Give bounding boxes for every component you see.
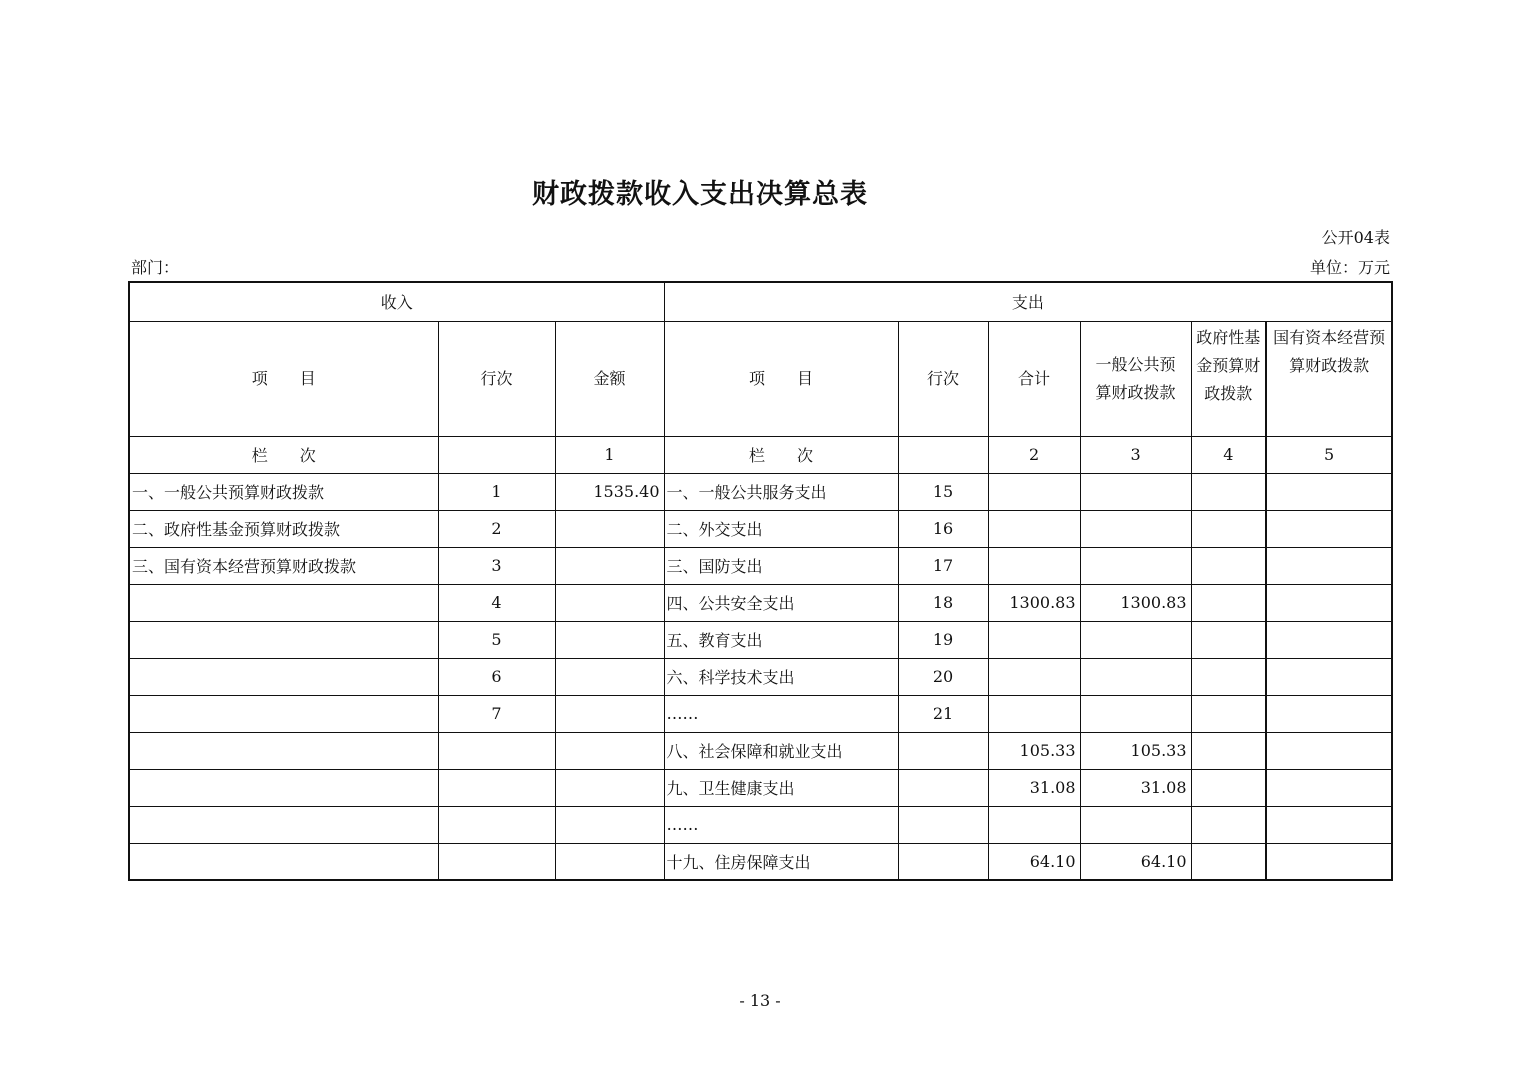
state-capital-cell	[1266, 695, 1392, 732]
table-row	[129, 473, 1392, 510]
state-capital-cell	[1266, 510, 1392, 547]
income-item-header: 项 目	[129, 321, 438, 436]
income-row-no-cell: 2	[438, 510, 555, 547]
expense-col-label: 栏 次	[664, 436, 898, 473]
income-item-cell	[129, 806, 438, 843]
income-item-cell: 一、一般公共预算财政拨款	[129, 473, 438, 510]
expense-row-no-blank	[898, 436, 988, 473]
gov-fund-cell	[1191, 695, 1266, 732]
expense-item-cell: 六、科学技术支出	[664, 658, 898, 695]
expense-row-no-cell: 20	[898, 658, 988, 695]
gov-fund-cell	[1191, 658, 1266, 695]
expense-row-no-cell: 21	[898, 695, 988, 732]
total-cell	[988, 621, 1080, 658]
income-row-no-cell: 6	[438, 658, 555, 695]
expense-item-cell: ……	[664, 806, 898, 843]
gov-fund-cell	[1191, 769, 1266, 806]
total-cell	[988, 695, 1080, 732]
total-header: 合计	[988, 321, 1080, 436]
expense-row-no-cell: 16	[898, 510, 988, 547]
expense-item-cell: 五、教育支出	[664, 621, 898, 658]
income-amount-cell	[555, 695, 664, 732]
income-amount-cell	[555, 806, 664, 843]
income-amount-cell	[555, 621, 664, 658]
state-capital-cell	[1266, 584, 1392, 621]
total-cell	[988, 473, 1080, 510]
income-row-no-cell: 5	[438, 621, 555, 658]
income-amount-cell	[555, 769, 664, 806]
expense-item-cell: 九、卫生健康支出	[664, 769, 898, 806]
expense-row-no-cell: 18	[898, 584, 988, 621]
expense-item-cell: 八、社会保障和就业支出	[664, 732, 898, 769]
income-row-no-cell	[438, 806, 555, 843]
general-budget-cell	[1080, 621, 1191, 658]
table-row	[129, 547, 1392, 584]
income-item-cell	[129, 732, 438, 769]
income-row-no-cell: 7	[438, 695, 555, 732]
page-number: - 13 -	[739, 991, 781, 1010]
col-number-2: 2	[988, 436, 1080, 473]
income-row-no-cell: 1	[438, 473, 555, 510]
expense-item-cell: 二、外交支出	[664, 510, 898, 547]
table-row	[129, 695, 1392, 732]
total-cell: 31.08	[988, 769, 1080, 806]
general-budget-cell	[1080, 806, 1191, 843]
state-capital-cell	[1266, 732, 1392, 769]
gov-fund-cell	[1191, 510, 1266, 547]
income-amount-cell	[555, 843, 664, 880]
form-number: 公开04表	[1321, 228, 1390, 247]
total-cell	[988, 658, 1080, 695]
table-row	[129, 843, 1392, 880]
state-capital-cell	[1266, 658, 1392, 695]
total-cell: 105.33	[988, 732, 1080, 769]
income-item-cell: 二、政府性基金预算财政拨款	[129, 510, 438, 547]
table-row	[129, 658, 1392, 695]
state-capital-cell	[1266, 806, 1392, 843]
state-capital-cell	[1266, 473, 1392, 510]
state-capital-header: 国有资本经营预算财政拨款	[1266, 321, 1392, 436]
expense-row-no-cell: 15	[898, 473, 988, 510]
gov-fund-cell	[1191, 547, 1266, 584]
general-budget-cell: 64.10	[1080, 843, 1191, 880]
expense-item-cell: 一、一般公共服务支出	[664, 473, 898, 510]
gov-fund-cell	[1191, 473, 1266, 510]
col-number-3: 3	[1080, 436, 1191, 473]
general-budget-cell	[1080, 695, 1191, 732]
income-item-cell	[129, 584, 438, 621]
state-capital-cell	[1266, 547, 1392, 584]
table-row	[129, 621, 1392, 658]
general-budget-cell: 1300.83	[1080, 584, 1191, 621]
state-capital-cell	[1266, 621, 1392, 658]
gov-fund-cell	[1191, 584, 1266, 621]
income-item-cell: 三、国有资本经营预算财政拨款	[129, 547, 438, 584]
header-row-sections	[129, 282, 1392, 321]
income-amount-cell	[555, 547, 664, 584]
state-capital-cell	[1266, 769, 1392, 806]
total-cell	[988, 806, 1080, 843]
income-amount-cell	[555, 658, 664, 695]
expense-row-no-cell	[898, 732, 988, 769]
income-item-cell	[129, 843, 438, 880]
general-budget-header: 一般公共预算财政拨款	[1080, 321, 1191, 436]
table-row	[129, 769, 1392, 806]
expense-item-cell: 三、国防支出	[664, 547, 898, 584]
general-budget-cell	[1080, 510, 1191, 547]
col-number-5: 5	[1266, 436, 1392, 473]
expense-row-no-cell	[898, 843, 988, 880]
expense-header: 支出	[664, 282, 1392, 321]
table-row	[129, 584, 1392, 621]
expense-item-cell: ……	[664, 695, 898, 732]
header-row-column-numbers	[129, 436, 1392, 473]
income-item-cell	[129, 658, 438, 695]
income-amount-cell	[555, 510, 664, 547]
income-header: 收入	[129, 282, 664, 321]
gov-fund-cell	[1191, 621, 1266, 658]
income-amount-cell	[555, 584, 664, 621]
income-row-no-header: 行次	[438, 321, 555, 436]
expense-row-no-cell: 19	[898, 621, 988, 658]
gov-fund-cell	[1191, 732, 1266, 769]
expense-row-no-cell	[898, 769, 988, 806]
income-amount-header: 金额	[555, 321, 664, 436]
expense-item-cell: 四、公共安全支出	[664, 584, 898, 621]
general-budget-cell	[1080, 658, 1191, 695]
income-row-no-cell: 4	[438, 584, 555, 621]
department-label: 部门：	[131, 258, 180, 277]
col-number-1: 1	[555, 436, 664, 473]
gov-fund-cell	[1191, 806, 1266, 843]
income-item-cell	[129, 769, 438, 806]
income-row-no-cell	[438, 732, 555, 769]
table-row	[129, 732, 1392, 769]
budget-table	[128, 281, 1393, 881]
expense-row-no-cell	[898, 806, 988, 843]
general-budget-cell	[1080, 547, 1191, 584]
col-number-4: 4	[1191, 436, 1266, 473]
income-amount-cell	[555, 732, 664, 769]
page-title: 财政拨款收入支出决算总表	[532, 179, 868, 210]
general-budget-cell	[1080, 473, 1191, 510]
expense-item-cell: 十九、住房保障支出	[664, 843, 898, 880]
expense-item-header: 项 目	[664, 321, 898, 436]
total-cell	[988, 510, 1080, 547]
general-budget-cell: 105.33	[1080, 732, 1191, 769]
expense-row-no-header: 行次	[898, 321, 988, 436]
income-col-label: 栏 次	[129, 436, 438, 473]
income-row-no-blank	[438, 436, 555, 473]
income-item-cell	[129, 621, 438, 658]
income-row-no-cell	[438, 769, 555, 806]
header-row-columns	[129, 321, 1392, 436]
income-row-no-cell	[438, 843, 555, 880]
total-cell	[988, 547, 1080, 584]
table-row	[129, 806, 1392, 843]
gov-fund-cell	[1191, 843, 1266, 880]
gov-fund-header: 政府性基金预算财政拨款	[1191, 321, 1266, 436]
total-cell: 64.10	[988, 843, 1080, 880]
expense-row-no-cell: 17	[898, 547, 988, 584]
income-row-no-cell: 3	[438, 547, 555, 584]
unit-label: 单位：万元	[1309, 258, 1390, 277]
state-capital-cell	[1266, 843, 1392, 880]
income-item-cell	[129, 695, 438, 732]
table-row	[129, 510, 1392, 547]
income-amount-cell: 1535.40	[555, 473, 664, 510]
total-cell: 1300.83	[988, 584, 1080, 621]
general-budget-cell: 31.08	[1080, 769, 1191, 806]
